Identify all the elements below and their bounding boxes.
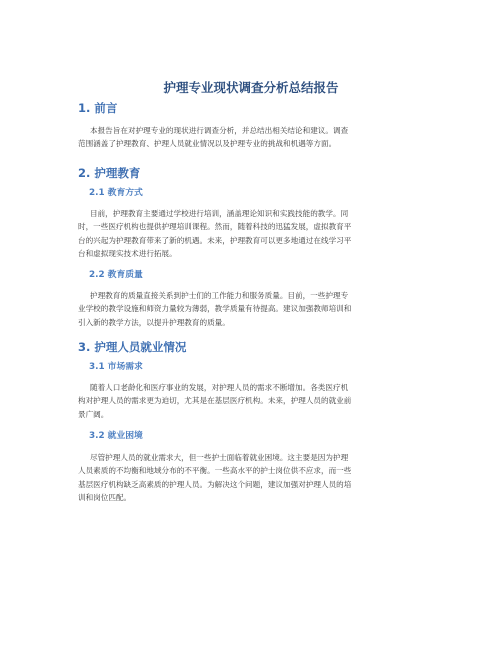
- paragraph-line: 业学校的教学设施和师资力量较为薄弱，教学质量有待提高。建议加强教师培训和: [78, 304, 352, 314]
- paragraph-line: 台的兴起为护理教育带来了新的机遇。未来，护理教育可以更多地通过在线学习平: [78, 235, 352, 245]
- section-1-paragraph: [78, 124, 428, 151]
- section-3-heading: 3. 护理人员就业情况: [78, 340, 187, 354]
- paragraph-line: 目前，护理教育主要通过学校进行培训，涵盖理论知识和实践技能的教学。同: [90, 209, 349, 218]
- subsection-3-2-paragraph: [78, 451, 428, 505]
- subsection-2-2-paragraph: [78, 289, 428, 329]
- subsection-3-1-heading: 3.1 市场需求: [89, 362, 143, 372]
- paragraph-line: 时，一些医疗机构也提供护理培训课程。然而，随着科技的迅猛发展，虚拟教育平: [78, 222, 352, 232]
- subsection-2-2-heading: 2.2 教育质量: [89, 270, 143, 280]
- document-title: 护理专业现状调查分析总结报告: [163, 80, 339, 95]
- paragraph-line: 范围涵盖了护理教育、护理人员就业情况以及护理专业的挑战和机遇等方面。: [78, 139, 337, 149]
- paragraph-line: 景广阔。: [78, 409, 109, 419]
- paragraph-line: 引入新的教学方法，以提升护理教育的质量。: [78, 317, 230, 327]
- paragraph-line: 训和岗位匹配。: [78, 493, 132, 503]
- paragraph-line: 随着人口老龄化和医疗事业的发展，对护理人员的需求不断增加。各类医疗机: [90, 383, 349, 392]
- section-1-heading: 1. 前言: [78, 101, 118, 115]
- paragraph-line: 护理教育的质量直接关系到护士们的工作能力和服务质量。目前，一些护理专: [90, 291, 349, 300]
- subsection-2-1-paragraph: [78, 207, 428, 261]
- paragraph-line: 构对护理人员的需求更为迫切，尤其是在基层医疗机构。未来，护理人员的就业前: [78, 396, 352, 406]
- paragraph-line: 人员素质的不均衡和地域分布的不平衡。一些高水平的护士岗位供不应求，而一些: [78, 466, 352, 476]
- subsection-3-1-paragraph: [78, 381, 428, 421]
- paragraph-line: 基层医疗机构缺乏高素质的护理人员。为解决这个问题，建议加强对护理人员的培: [78, 479, 352, 489]
- paragraph-line: 本报告旨在对护理专业的现状进行调查分析，并总结出相关结论和建议。调查: [90, 126, 349, 135]
- paragraph-line: 尽管护理人员的就业需求大，但一些护士面临着就业困境。这主要是因为护理: [90, 453, 349, 462]
- subsection-3-2-heading: 3.2 就业困境: [89, 431, 143, 441]
- subsection-2-1-heading: 2.1 教育方式: [89, 188, 143, 198]
- section-2-heading: 2. 护理教育: [78, 166, 141, 180]
- paragraph-line: 台和虚拟现实技术进行拓展。: [78, 249, 177, 259]
